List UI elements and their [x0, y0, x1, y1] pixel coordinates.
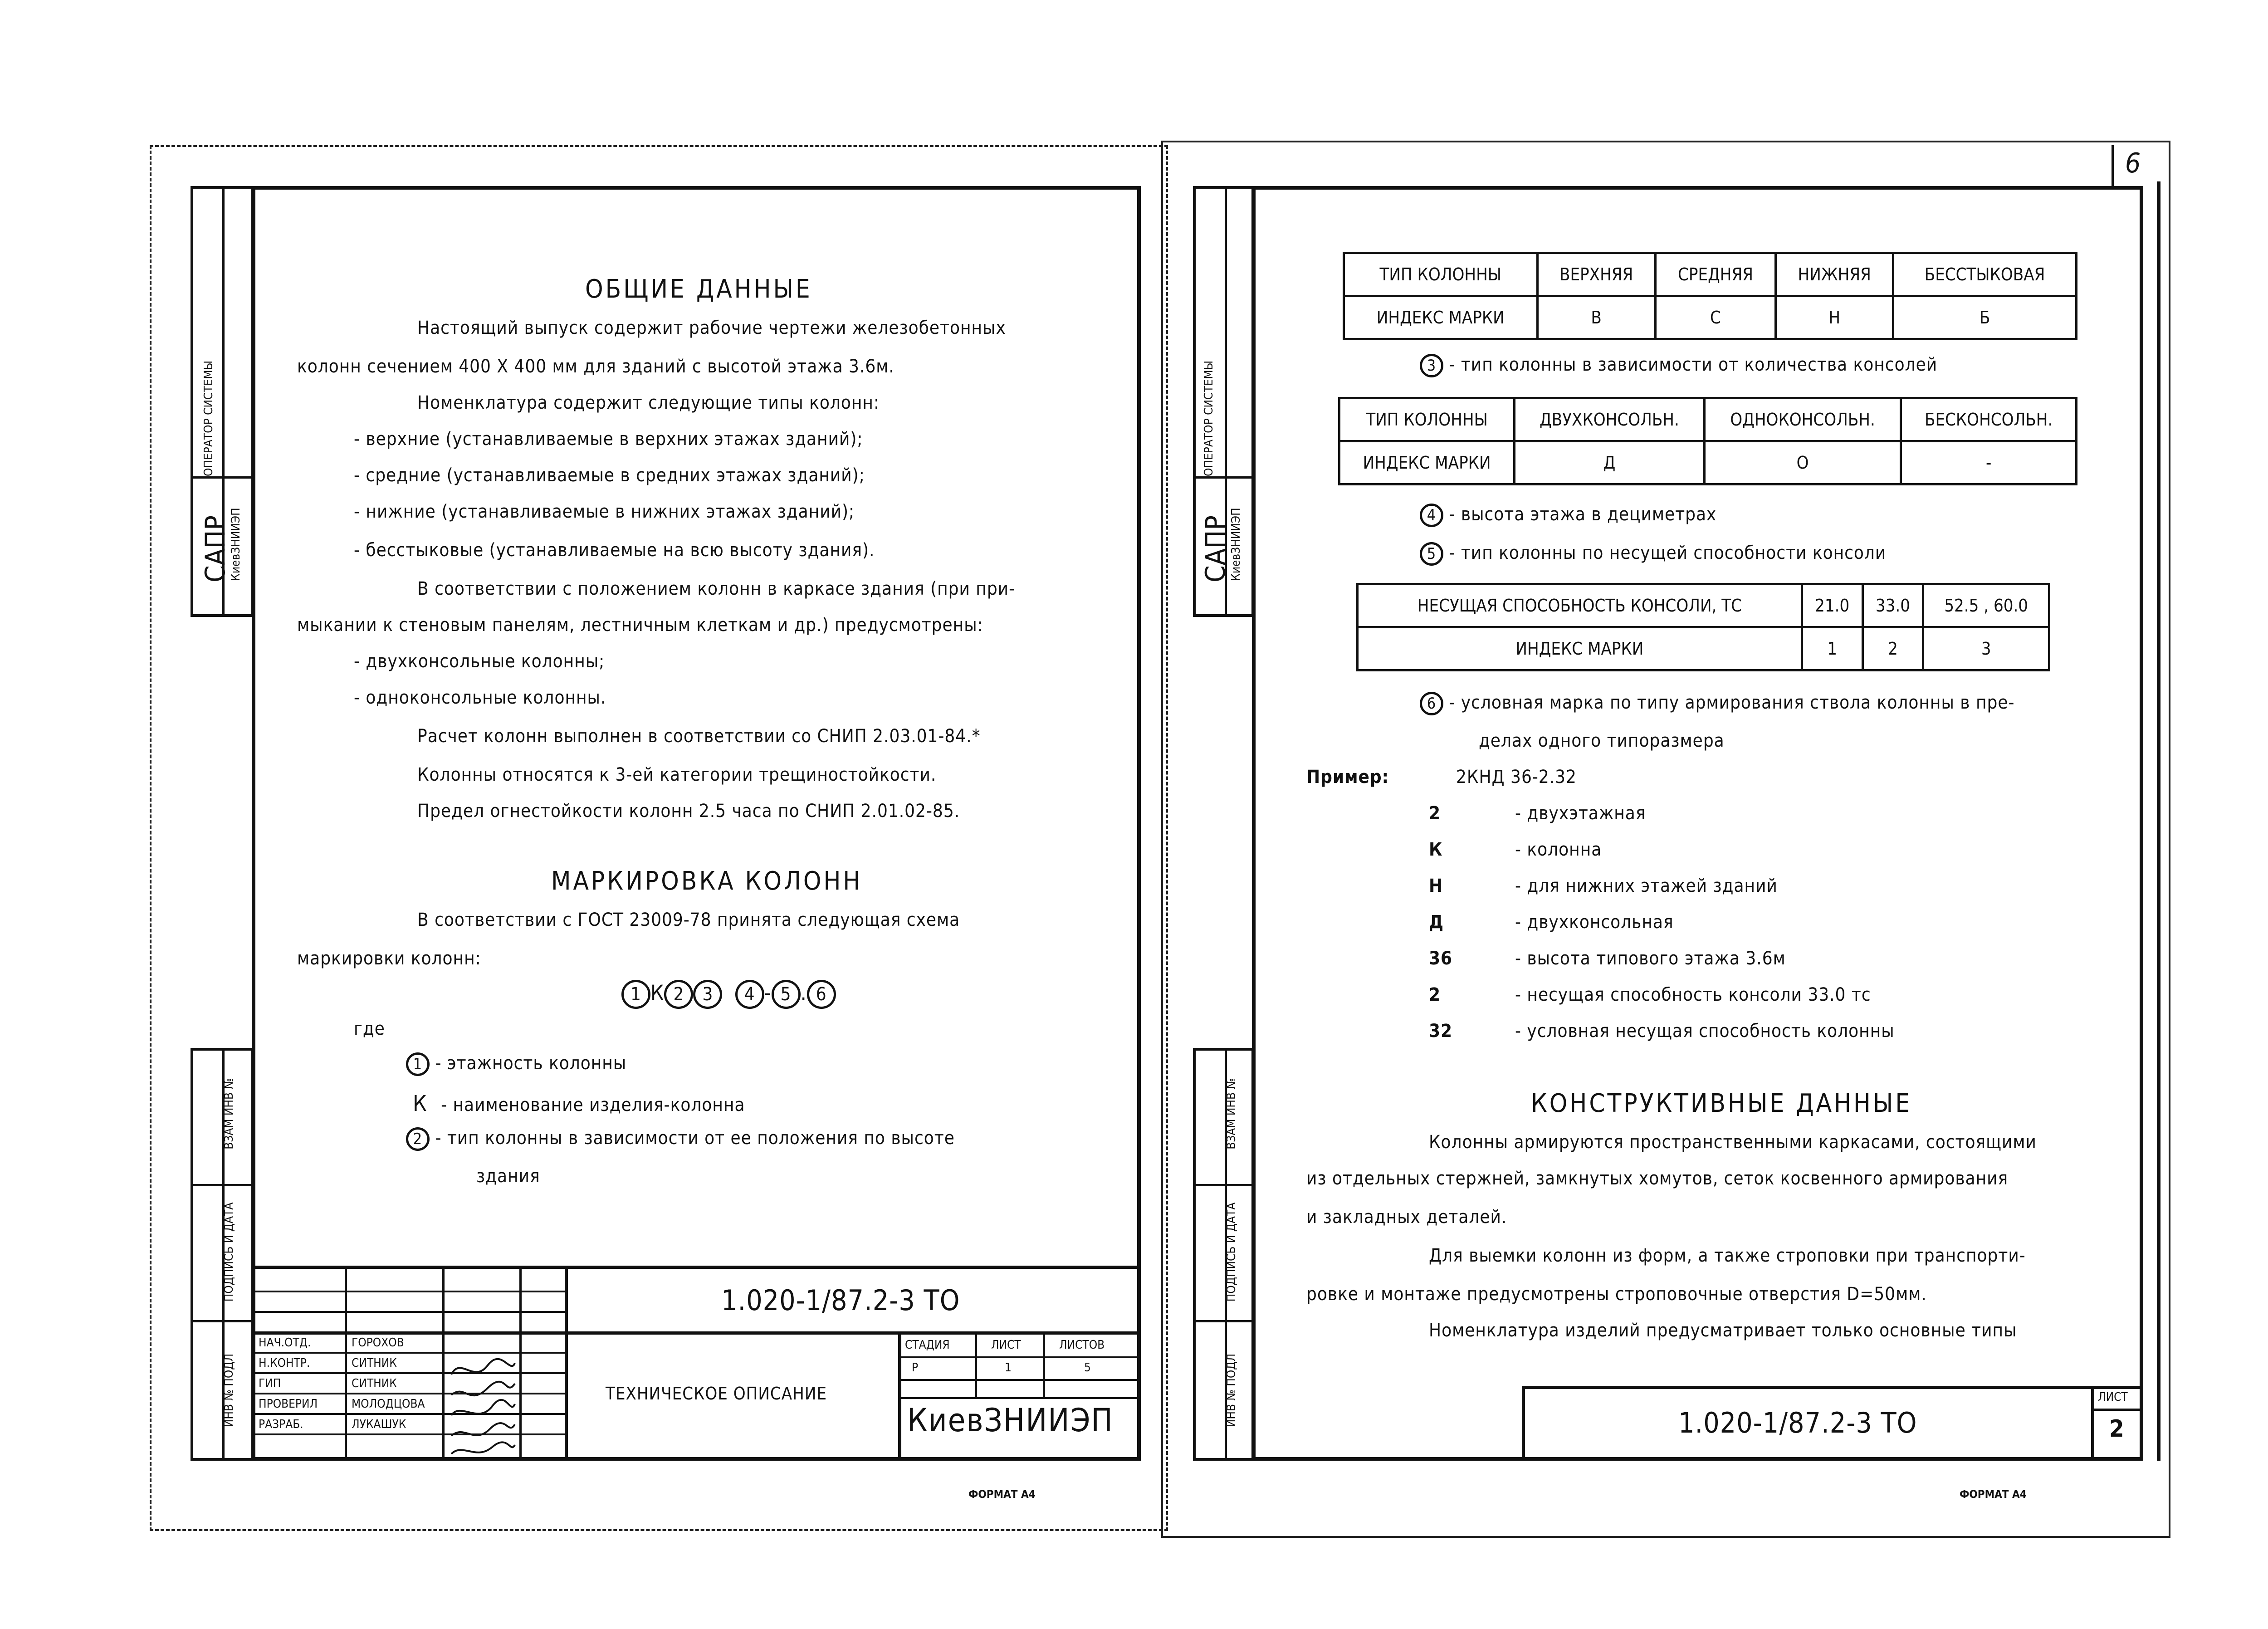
table3-h2: 33.0 [1862, 584, 1923, 627]
stamp-col-1 [345, 1266, 347, 1461]
stamp-mid-line [254, 1331, 1141, 1335]
general-line-0: Настоящий выпуск содержит рабочие чертежи железобетонных [417, 318, 1006, 338]
general-line-6: - бесстыковые (устанавливаемые на всю высоту здания). [354, 540, 875, 561]
right-stamp-code: 1.020-1/87.2-3 ТО [1678, 1406, 1917, 1439]
example-v-5: - несущая способность консоли 33.0 тс [1515, 984, 1871, 1005]
stamp-sheets-value: 5 [1084, 1361, 1091, 1375]
example-v-1: - колонна [1515, 839, 1602, 860]
legend-row-2 [406, 1127, 955, 1151]
stamp-top-line [254, 1266, 1141, 1269]
table3-r3: 3 [1923, 627, 2049, 670]
note-6-cont: делах одного типоразмера [1479, 730, 1725, 751]
right-inv-label: ИНВ № ПОДЛ [1225, 1353, 1238, 1428]
stamp-stage-line-2 [900, 1379, 1141, 1381]
table1-header-row [1344, 253, 2077, 296]
general-line-9: - двухконсольные колонны; [354, 651, 605, 672]
console-type-table [1338, 397, 2077, 485]
where-label: где [354, 1018, 385, 1039]
stamp-role-3: ПРОВЕРИЛ [259, 1397, 318, 1411]
table1-h3: НИЖНЯЯ [1776, 253, 1893, 296]
general-line-4: - средние (устанавливаемые в средних этажах зданий); [354, 465, 865, 486]
table3-r2: 2 [1862, 627, 1923, 670]
right-podpis-label: ПОДПИСЬ И ДАТА [1225, 1202, 1238, 1302]
marking-line-1: маркировки колонн: [297, 948, 481, 969]
constr-line-5: Номенклатура изделий предусматривает только основные типы [1429, 1320, 2017, 1341]
stamp-col-3 [519, 1266, 522, 1461]
right-stamp-sheet-label: ЛИСТ [2098, 1390, 2128, 1404]
table3-h1: 21.0 [1802, 584, 1862, 627]
legend-mark-1: К [413, 1091, 427, 1116]
legend-text-1: - наименование изделия-колонна [441, 1095, 745, 1115]
bearing-capacity-table [1356, 583, 2050, 671]
signature-scribbles [447, 1356, 519, 1458]
table1-h0: ТИП КОЛОННЫ [1344, 253, 1538, 296]
right-stamp-sheet-divider [2091, 1386, 2094, 1461]
table1-r3: Н [1776, 296, 1893, 339]
stamp-name-2: СИТНИК [352, 1377, 397, 1390]
table2-h2: ОДНОКОНСОЛЬН. [1704, 398, 1901, 441]
note-3-text: - тип колонны в зависимости от количества консолей [1449, 354, 1938, 375]
stamp-stage-col-2 [1043, 1331, 1045, 1399]
left-stamp-doc-title: ТЕХНИЧЕСКОЕ ОПИСАНИЕ [606, 1384, 827, 1404]
example-k-6: 32 [1429, 1021, 1453, 1042]
scheme-dot: . [800, 980, 807, 1005]
legend-text-0: - этажность колонны [435, 1053, 627, 1074]
general-line-7: В соответствии с положением колонн в каркасе здания (при при- [417, 578, 1016, 599]
note-4-mark: 4 [1420, 504, 1443, 527]
example-k-3: Д [1429, 912, 1444, 933]
table2-h3: БЕСКОНСОЛЬН. [1901, 398, 2077, 441]
table2-h0: ТИП КОЛОННЫ [1339, 398, 1515, 441]
table2-r0: ИНДЕКС МАРКИ [1339, 441, 1515, 484]
example-k-5: 2 [1429, 984, 1441, 1005]
note-6-mark: 6 [1420, 692, 1443, 715]
general-line-2: Номенклатура содержит следующие типы колонн: [417, 392, 880, 413]
constr-line-1: из отдельных стержней, замкнутых хомутов, сеток косвенного армирования [1306, 1168, 2009, 1189]
legend-mark-0: 1 [406, 1052, 430, 1076]
right-page-number: 6 [2125, 147, 2141, 179]
left-title-general: ОБЩИЕ ДАННЫЕ [585, 274, 812, 304]
legend-cont: здания [476, 1166, 540, 1187]
right-stamp-top-line [1522, 1386, 2143, 1389]
right-stamp-sheet-hdiv [2091, 1409, 2143, 1411]
stamp-role-0: НАЧ.ОТД. [259, 1336, 311, 1350]
example-v-3: - двухконсольная [1515, 912, 1674, 933]
example-v-4: - высота типового этажа 3.6м [1515, 948, 1786, 969]
right-vzam-label: ВЗАМ ИНВ № [1225, 1078, 1238, 1150]
table1-h4: БЕССТЫКОВАЯ [1893, 253, 2077, 296]
scheme-dash: - [764, 980, 772, 1005]
table3-h0: НЕСУЩАЯ СПОСОБНОСТЬ КОНСОЛИ, ТС [1358, 584, 1802, 627]
general-line-8: мыкании к стеновым панелям, лестничным клеткам и др.) предусмотрены: [297, 615, 983, 636]
right-strip-bottom-hdiv1 [1193, 1184, 1254, 1186]
example-k-4: 36 [1429, 948, 1453, 969]
example-k-0: 2 [1429, 803, 1441, 824]
note-5-mark: 5 [1420, 542, 1443, 566]
general-line-3: - верхние (устанавливаемые в верхних этажах зданий); [354, 429, 863, 450]
table3-row [1358, 627, 2049, 670]
legend-row-0 [406, 1052, 626, 1076]
note-5 [1420, 542, 1886, 566]
table3-header-row [1358, 584, 2049, 627]
right-operator-label: ОПЕРАТОР СИСТЕМЫ [1202, 360, 1216, 476]
left-strip-bottom-hdiv2 [191, 1320, 254, 1322]
left-title-marking: МАРКИРОВКА КОЛОНН [551, 866, 863, 896]
example-label: Пример: [1306, 767, 1389, 788]
table2-h1: ДВУХКОНСОЛЬН. [1515, 398, 1705, 441]
stamp-sheet-label: ЛИСТ [991, 1338, 1021, 1352]
right-side-strip-bottom [1193, 1048, 1254, 1461]
general-line-11: Расчет колонн выполнен в соответствии со СНИП 2.03.01-84.* [417, 726, 981, 747]
right-strip-hdiv [1193, 476, 1254, 479]
marking-line-0: В соответствии с ГОСТ 23009-78 принята следующая схема [417, 910, 960, 930]
stamp-name-4: ЛУКАШУК [352, 1418, 406, 1431]
scheme-circle-4: 4 [735, 980, 764, 1009]
example-k-1: К [1429, 839, 1443, 860]
stamp-sheet-value: 1 [1005, 1361, 1012, 1375]
right-strip-bottom-hdiv2 [1193, 1320, 1254, 1322]
stamp-stage-label: СТАДИЯ [905, 1338, 950, 1352]
table1-r2: С [1655, 296, 1775, 339]
left-format: ФОРМАТ А4 [968, 1488, 1036, 1501]
scheme-k: К [650, 980, 665, 1005]
scheme-circle-5: 5 [772, 980, 801, 1009]
right-format: ФОРМАТ А4 [1960, 1488, 2027, 1501]
right-org-label: КиевЗНИИЭП [1229, 508, 1243, 581]
left-strip-bottom-hdiv1 [191, 1184, 254, 1186]
example-code: 2КНД 36-2.32 [1456, 767, 1577, 788]
page-number-box-left [2112, 145, 2114, 186]
left-inv-label: ИНВ № ПОДЛ [222, 1353, 236, 1428]
stamp-col-5 [898, 1331, 901, 1461]
table3-r1: 1 [1802, 627, 1862, 670]
scheme-circle-6: 6 [807, 980, 836, 1009]
constr-line-4: ровке и монтаже предусмотрены строповочные отверстия D=50мм. [1306, 1284, 1927, 1305]
stamp-name-3: МОЛОДЦОВА [352, 1397, 425, 1411]
stamp-role-1: Н.КОНТР. [259, 1356, 310, 1370]
stamp-stage-line-3 [900, 1397, 1141, 1399]
legend-row-1 [413, 1091, 745, 1116]
right-stamp-sheet-value: 2 [2109, 1415, 2125, 1443]
right-title-constr: КОНСТРУКТИВНЫЕ ДАННЫЕ [1531, 1089, 1912, 1118]
table2-r1: Д [1515, 441, 1705, 484]
table1-r0: ИНДЕКС МАРКИ [1344, 296, 1538, 339]
column-type-table [1343, 252, 2077, 340]
table3-h3: 52.5 , 60.0 [1923, 584, 2049, 627]
example-v-0: - двухэтажная [1515, 803, 1646, 824]
constr-line-2: и закладных деталей. [1306, 1207, 1507, 1228]
left-vzam-label: ВЗАМ ИНВ № [222, 1078, 236, 1150]
note-3-mark: 3 [1420, 354, 1443, 377]
stamp-stage-col-1 [975, 1331, 977, 1399]
constr-line-3: Для выемки колонн из форм, а также строповки при транспорти- [1429, 1245, 2026, 1266]
right-sapr-label: САПР [1200, 515, 1232, 582]
example-v-2: - для нижних этажей зданий [1515, 876, 1778, 896]
note-4 [1420, 504, 1716, 527]
stamp-col-4 [565, 1266, 568, 1461]
left-podpis-label: ПОДПИСЬ И ДАТА [222, 1202, 236, 1302]
marking-scheme [621, 980, 836, 1009]
left-strip-hdiv [191, 476, 254, 479]
stamp-role-2: ГИП [259, 1377, 281, 1390]
stamp-stage-line-1 [900, 1356, 1141, 1358]
legend-mark-2: 2 [406, 1127, 430, 1151]
note-6-text: - условная марка по типу армирования ствола колонны в пре- [1449, 692, 2015, 713]
left-org-label: КиевЗНИИЭП [229, 508, 243, 581]
left-sheet-frame [252, 186, 1141, 1461]
table1-h1: ВЕРХНЯЯ [1537, 253, 1655, 296]
right-frame-edge [2157, 181, 2160, 1461]
stamp-sheets-label: ЛИСТОВ [1059, 1338, 1105, 1352]
stamp-stage-value: Р [912, 1361, 919, 1375]
left-stamp-org: КиевЗНИИЭП [907, 1402, 1114, 1439]
table2-row [1339, 441, 2077, 484]
stamp-name-0: ГОРОХОВ [352, 1336, 404, 1350]
table2-header-row [1339, 398, 2077, 441]
general-line-12: Колонны относятся к 3-ей категории трещиностойкости. [417, 764, 937, 785]
table2-r2: О [1704, 441, 1901, 484]
table1-r4: Б [1893, 296, 2077, 339]
note-3 [1420, 354, 1937, 377]
note-4-text: - высота этажа в дециметрах [1449, 504, 1717, 525]
right-stamp-left-line [1522, 1386, 1525, 1461]
stamp-role-4: РАЗРАБ. [259, 1418, 303, 1431]
general-line-5: - нижние (устанавливаемые в нижних этажах зданий); [354, 501, 855, 522]
left-stamp-code: 1.020-1/87.2-3 ТО [721, 1284, 960, 1317]
left-operator-label: ОПЕРАТОР СИСТЕМЫ [202, 360, 215, 476]
example-v-6: - условная несущая способность колонны [1515, 1021, 1895, 1042]
table1-row [1344, 296, 2077, 339]
note-5-text: - тип колонны по несущей способности консоли [1449, 543, 1887, 563]
example-k-2: Н [1429, 876, 1443, 896]
general-line-1: колонн сечением 400 Х 400 мм для зданий с высотой этажа 3.6м. [297, 356, 894, 377]
scheme-circle-1: 1 [621, 980, 650, 1009]
scheme-circle-2: 2 [664, 980, 693, 1009]
stamp-name-1: СИТНИК [352, 1356, 397, 1370]
general-line-10: - одноконсольные колонны. [354, 687, 606, 708]
table2-r3: - [1901, 441, 2077, 484]
table1-h2: СРЕДНЯЯ [1655, 253, 1775, 296]
left-sapr-label: САПР [200, 515, 231, 582]
constr-line-0: Колонны армируются пространственными каркасами, состоящими [1429, 1132, 2037, 1153]
scheme-circle-3: 3 [693, 980, 722, 1009]
legend-text-2: - тип колонны в зависимости от ее положения по высоте [435, 1128, 955, 1149]
table3-r0: ИНДЕКС МАРКИ [1358, 627, 1802, 670]
note-6 [1420, 692, 2014, 715]
general-line-13: Предел огнестойкости колонн 2.5 часа по СНИП 2.01.02-85. [417, 801, 960, 822]
table1-r1: В [1537, 296, 1655, 339]
stamp-col-2 [442, 1266, 445, 1461]
